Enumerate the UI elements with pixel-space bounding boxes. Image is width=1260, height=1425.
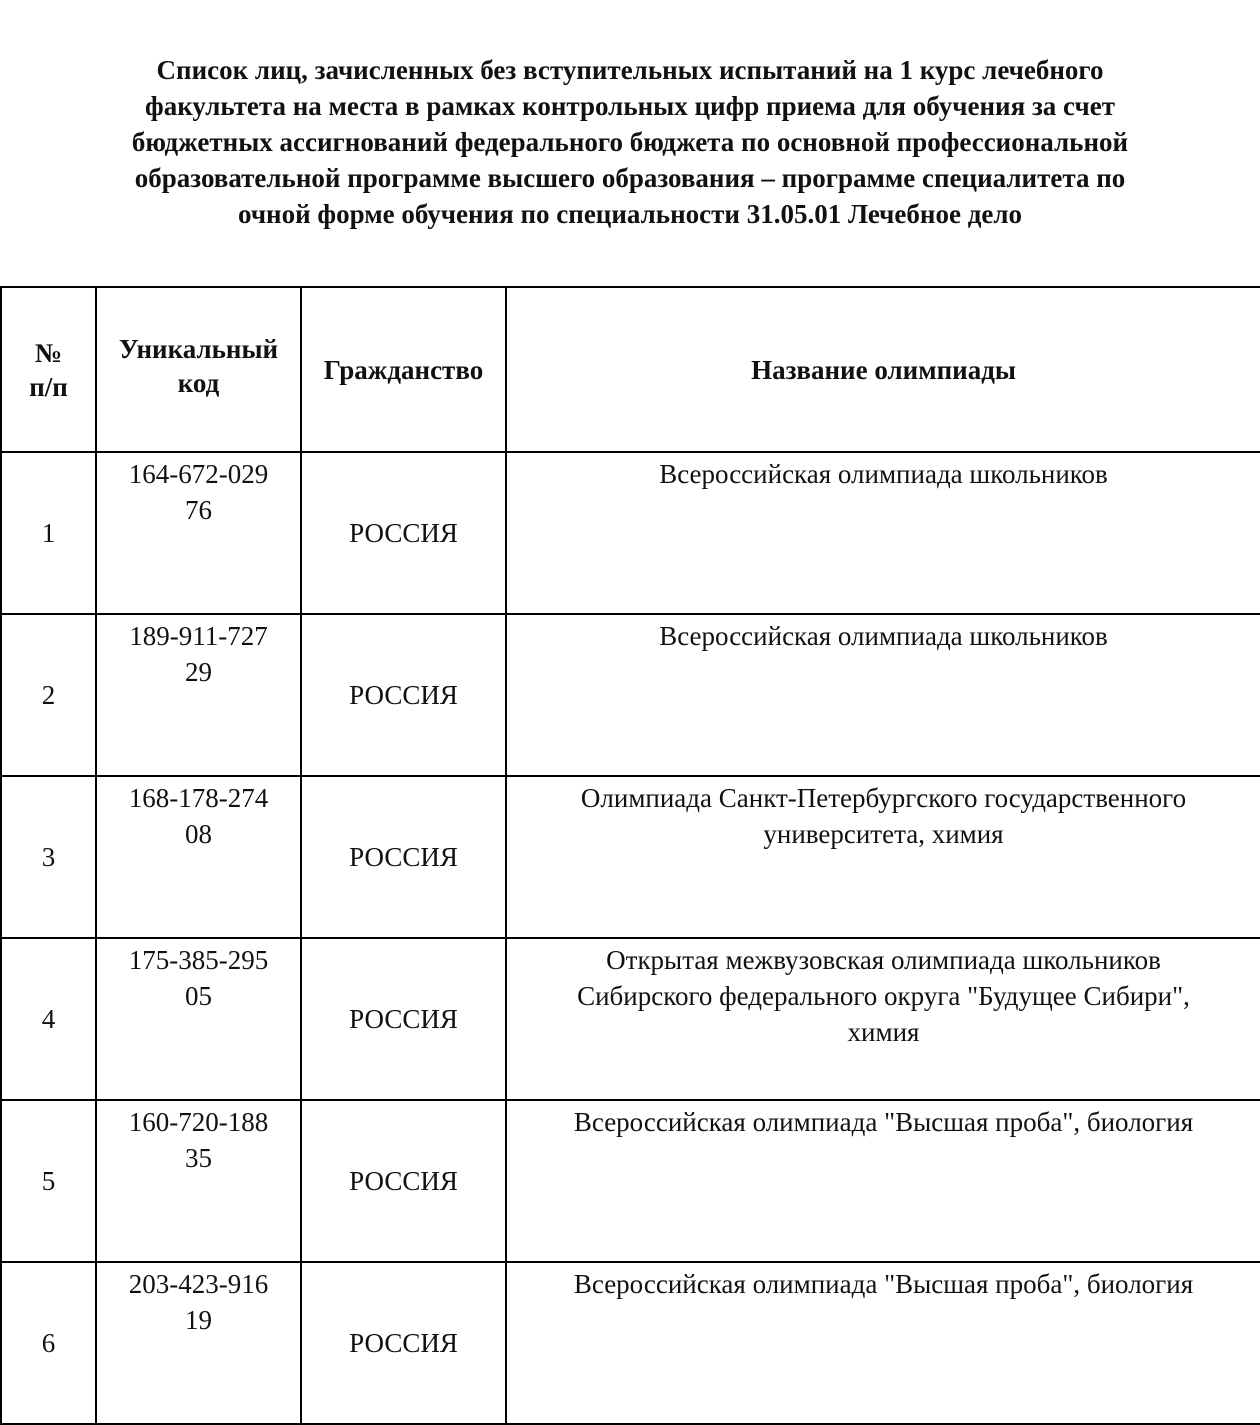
header-code-line: Уникальный	[118, 333, 279, 364]
row-unique-code	[96, 938, 301, 1100]
table-row	[1, 1262, 1260, 1424]
row-olympiad	[506, 1262, 1260, 1424]
row-unique-code	[96, 452, 301, 614]
row-olympiad	[506, 938, 1260, 1100]
code-line: 05	[185, 981, 212, 1011]
row-number: 1	[1, 452, 96, 614]
row-citizenship: РОССИЯ	[301, 1100, 506, 1262]
olympiad-line: Сибирского федерального округа "Будущее Сибири",	[577, 981, 1190, 1011]
table-row	[1, 776, 1260, 938]
code-line: 29	[185, 657, 212, 687]
table-row	[1, 938, 1260, 1100]
row-citizenship: РОССИЯ	[301, 614, 506, 776]
table-row	[1, 1100, 1260, 1262]
table-row	[1, 614, 1260, 776]
code-line: 164-672-029	[128, 459, 269, 489]
header-olympiad	[506, 287, 1260, 452]
row-unique-code	[96, 1262, 301, 1424]
row-unique-code	[96, 776, 301, 938]
olympiad-line: университета, химия	[763, 819, 1004, 849]
title-line: факультета на места в рамках контрольных цифр приема для обучения за счет	[145, 91, 1115, 121]
header-number-line: п/п	[29, 371, 68, 402]
enrollment-table	[0, 286, 1260, 1425]
row-number: 6	[1, 1262, 96, 1424]
row-unique-code	[96, 614, 301, 776]
title-line: образовательной программе высшего образования – программе специалитета по	[134, 163, 1126, 193]
row-number: 2	[1, 614, 96, 776]
code-line: 76	[185, 495, 212, 525]
header-number	[1, 287, 96, 452]
code-line: 168-178-274	[128, 783, 269, 813]
header-citizenship-label: Гражданство	[323, 354, 484, 385]
table-header-row	[1, 287, 1260, 452]
title-line: Список лиц, зачисленных без вступительных испытаний на 1 курс лечебного	[156, 55, 1104, 85]
code-line: 19	[185, 1305, 212, 1335]
code-line: 189-911-727	[129, 621, 268, 651]
header-unique-code	[96, 287, 301, 452]
row-number: 5	[1, 1100, 96, 1262]
row-number: 3	[1, 776, 96, 938]
olympiad-line: Всероссийская олимпиада "Высшая проба", биология	[573, 1107, 1194, 1137]
row-olympiad	[506, 1100, 1260, 1262]
row-olympiad	[506, 452, 1260, 614]
code-line: 203-423-916	[128, 1269, 269, 1299]
row-citizenship: РОССИЯ	[301, 1262, 506, 1424]
row-citizenship: РОССИЯ	[301, 452, 506, 614]
row-number: 4	[1, 938, 96, 1100]
title-line: бюджетных ассигнований федерального бюджета по основной профессиональной	[131, 127, 1129, 157]
header-olympiad-label: Название олимпиады	[751, 354, 1016, 385]
header-number-line: №	[34, 337, 63, 368]
title-line: очной форме обучения по специальности 31.05.01 Лечебное дело	[238, 199, 1022, 229]
row-olympiad	[506, 614, 1260, 776]
row-unique-code	[96, 1100, 301, 1262]
header-citizenship	[301, 287, 506, 452]
row-olympiad	[506, 776, 1260, 938]
olympiad-line: Всероссийская олимпиада школьников	[659, 621, 1108, 651]
olympiad-line: Олимпиада Санкт-Петербургского государственного	[580, 783, 1187, 813]
table-row	[1, 452, 1260, 614]
olympiad-line: Открытая межвузовская олимпиада школьников	[606, 945, 1161, 975]
code-line: 160-720-188	[128, 1107, 269, 1137]
code-line: 08	[185, 819, 212, 849]
header-code-line: код	[177, 367, 220, 398]
code-line: 175-385-295	[128, 945, 269, 975]
olympiad-line: Всероссийская олимпиада школьников	[659, 459, 1108, 489]
row-citizenship: РОССИЯ	[301, 776, 506, 938]
code-line: 35	[185, 1143, 212, 1173]
olympiad-line: Всероссийская олимпиада "Высшая проба", биология	[573, 1269, 1194, 1299]
document-title	[60, 52, 1200, 232]
olympiad-line: химия	[847, 1017, 920, 1047]
row-citizenship: РОССИЯ	[301, 938, 506, 1100]
